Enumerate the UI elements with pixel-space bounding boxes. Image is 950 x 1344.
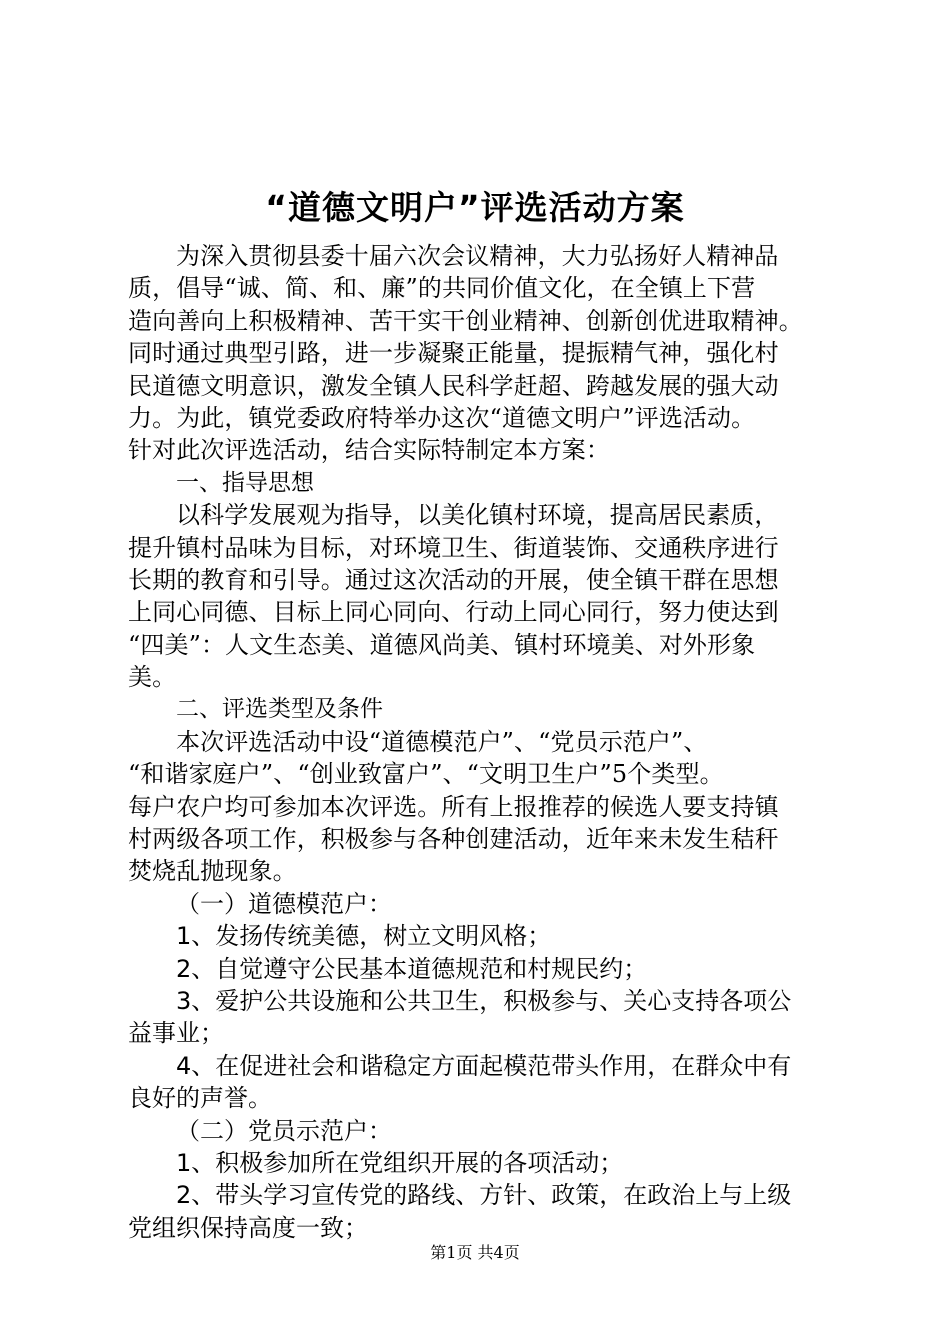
section-heading: 一、指导思想	[176, 469, 314, 496]
text-line: （二）党员示范户：	[176, 1116, 392, 1145]
text-line: “和谐家庭户”、“创业致富户”、“文明卫生户”5个类型。	[128, 760, 724, 789]
text-line: 益事业；	[128, 1019, 224, 1048]
text-line: 3、爱护公共设施和公共卫生，积极参与、关心支持各项公	[176, 986, 792, 1015]
text-line: 每户农户均可参加本次评选。所有上报推荐的候选人要支持镇	[128, 792, 779, 821]
document-body	[128, 240, 838, 1244]
page-footer: 第1页 共4页	[430, 1243, 520, 1262]
text-line: 1、发扬传统美德，树立文明风格；	[176, 922, 552, 951]
text-line: 本次评选活动中设“道德模范户”、“党员示范户”、	[176, 727, 708, 756]
text-line: “四美”：人文生态美、道德风尚美、镇村环境美、对外形象	[128, 630, 756, 659]
text-line: 质，倡导“诚、简、和、廉”的共同价值文化，在全镇上下营	[128, 274, 756, 303]
text-line: 力。为此，镇党委政府特举办这次“道德文明户”评选活动。	[128, 403, 756, 432]
text-line: 2、自觉遵守公民基本道德规范和村规民约；	[176, 954, 648, 983]
text-line: 良好的声誉。	[128, 1084, 272, 1113]
text-line: （一）道德模范户：	[176, 889, 392, 918]
text-line: 上同心同德、目标上同心同向、行动上同心同行，努力使达到	[128, 598, 779, 627]
text-line: 造向善向上积极精神、苦干实干创业精神、创新创优进取精神。	[128, 306, 803, 335]
text-line: 美。	[128, 663, 177, 692]
text-line: 长期的教育和引导。通过这次活动的开展，使全镇干群在思想	[128, 565, 779, 594]
text-line: 以科学发展观为指导，以美化镇村环境，提高居民素质，	[176, 501, 779, 530]
text-line: 4、在促进社会和谐稳定方面起模范带头作用，在群众中有	[176, 1051, 792, 1080]
document-title: “道德文明户”评选活动方案	[265, 188, 685, 227]
text-line: 1、积极参加所在党组织开展的各项活动；	[176, 1148, 624, 1177]
text-line: 同时通过典型引路，进一步凝聚正能量，提振精气神，强化村	[128, 339, 779, 368]
text-line: 焚烧乱抛现象。	[128, 857, 297, 886]
text-line: 针对此次评选活动，结合实际特制定本方案：	[128, 436, 610, 465]
text-line: 2、带头学习宣传党的路线、方针、政策，在政治上与上级	[176, 1181, 792, 1210]
text-line: 党组织保持高度一致；	[128, 1213, 368, 1242]
text-line: 提升镇村品味为目标，对环境卫生、街道装饰、交通秩序进行	[128, 533, 779, 562]
section-heading: 二、评选类型及条件	[176, 696, 383, 723]
text-line: 民道德文明意识，激发全镇人民科学赶超、跨越发展的强大动	[128, 371, 779, 400]
text-line: 村两级各项工作，积极参与各种创建活动，近年来未发生秸秆	[128, 825, 779, 854]
text-line: 为深入贯彻县委十届六次会议精神，大力弘扬好人精神品	[176, 242, 779, 270]
